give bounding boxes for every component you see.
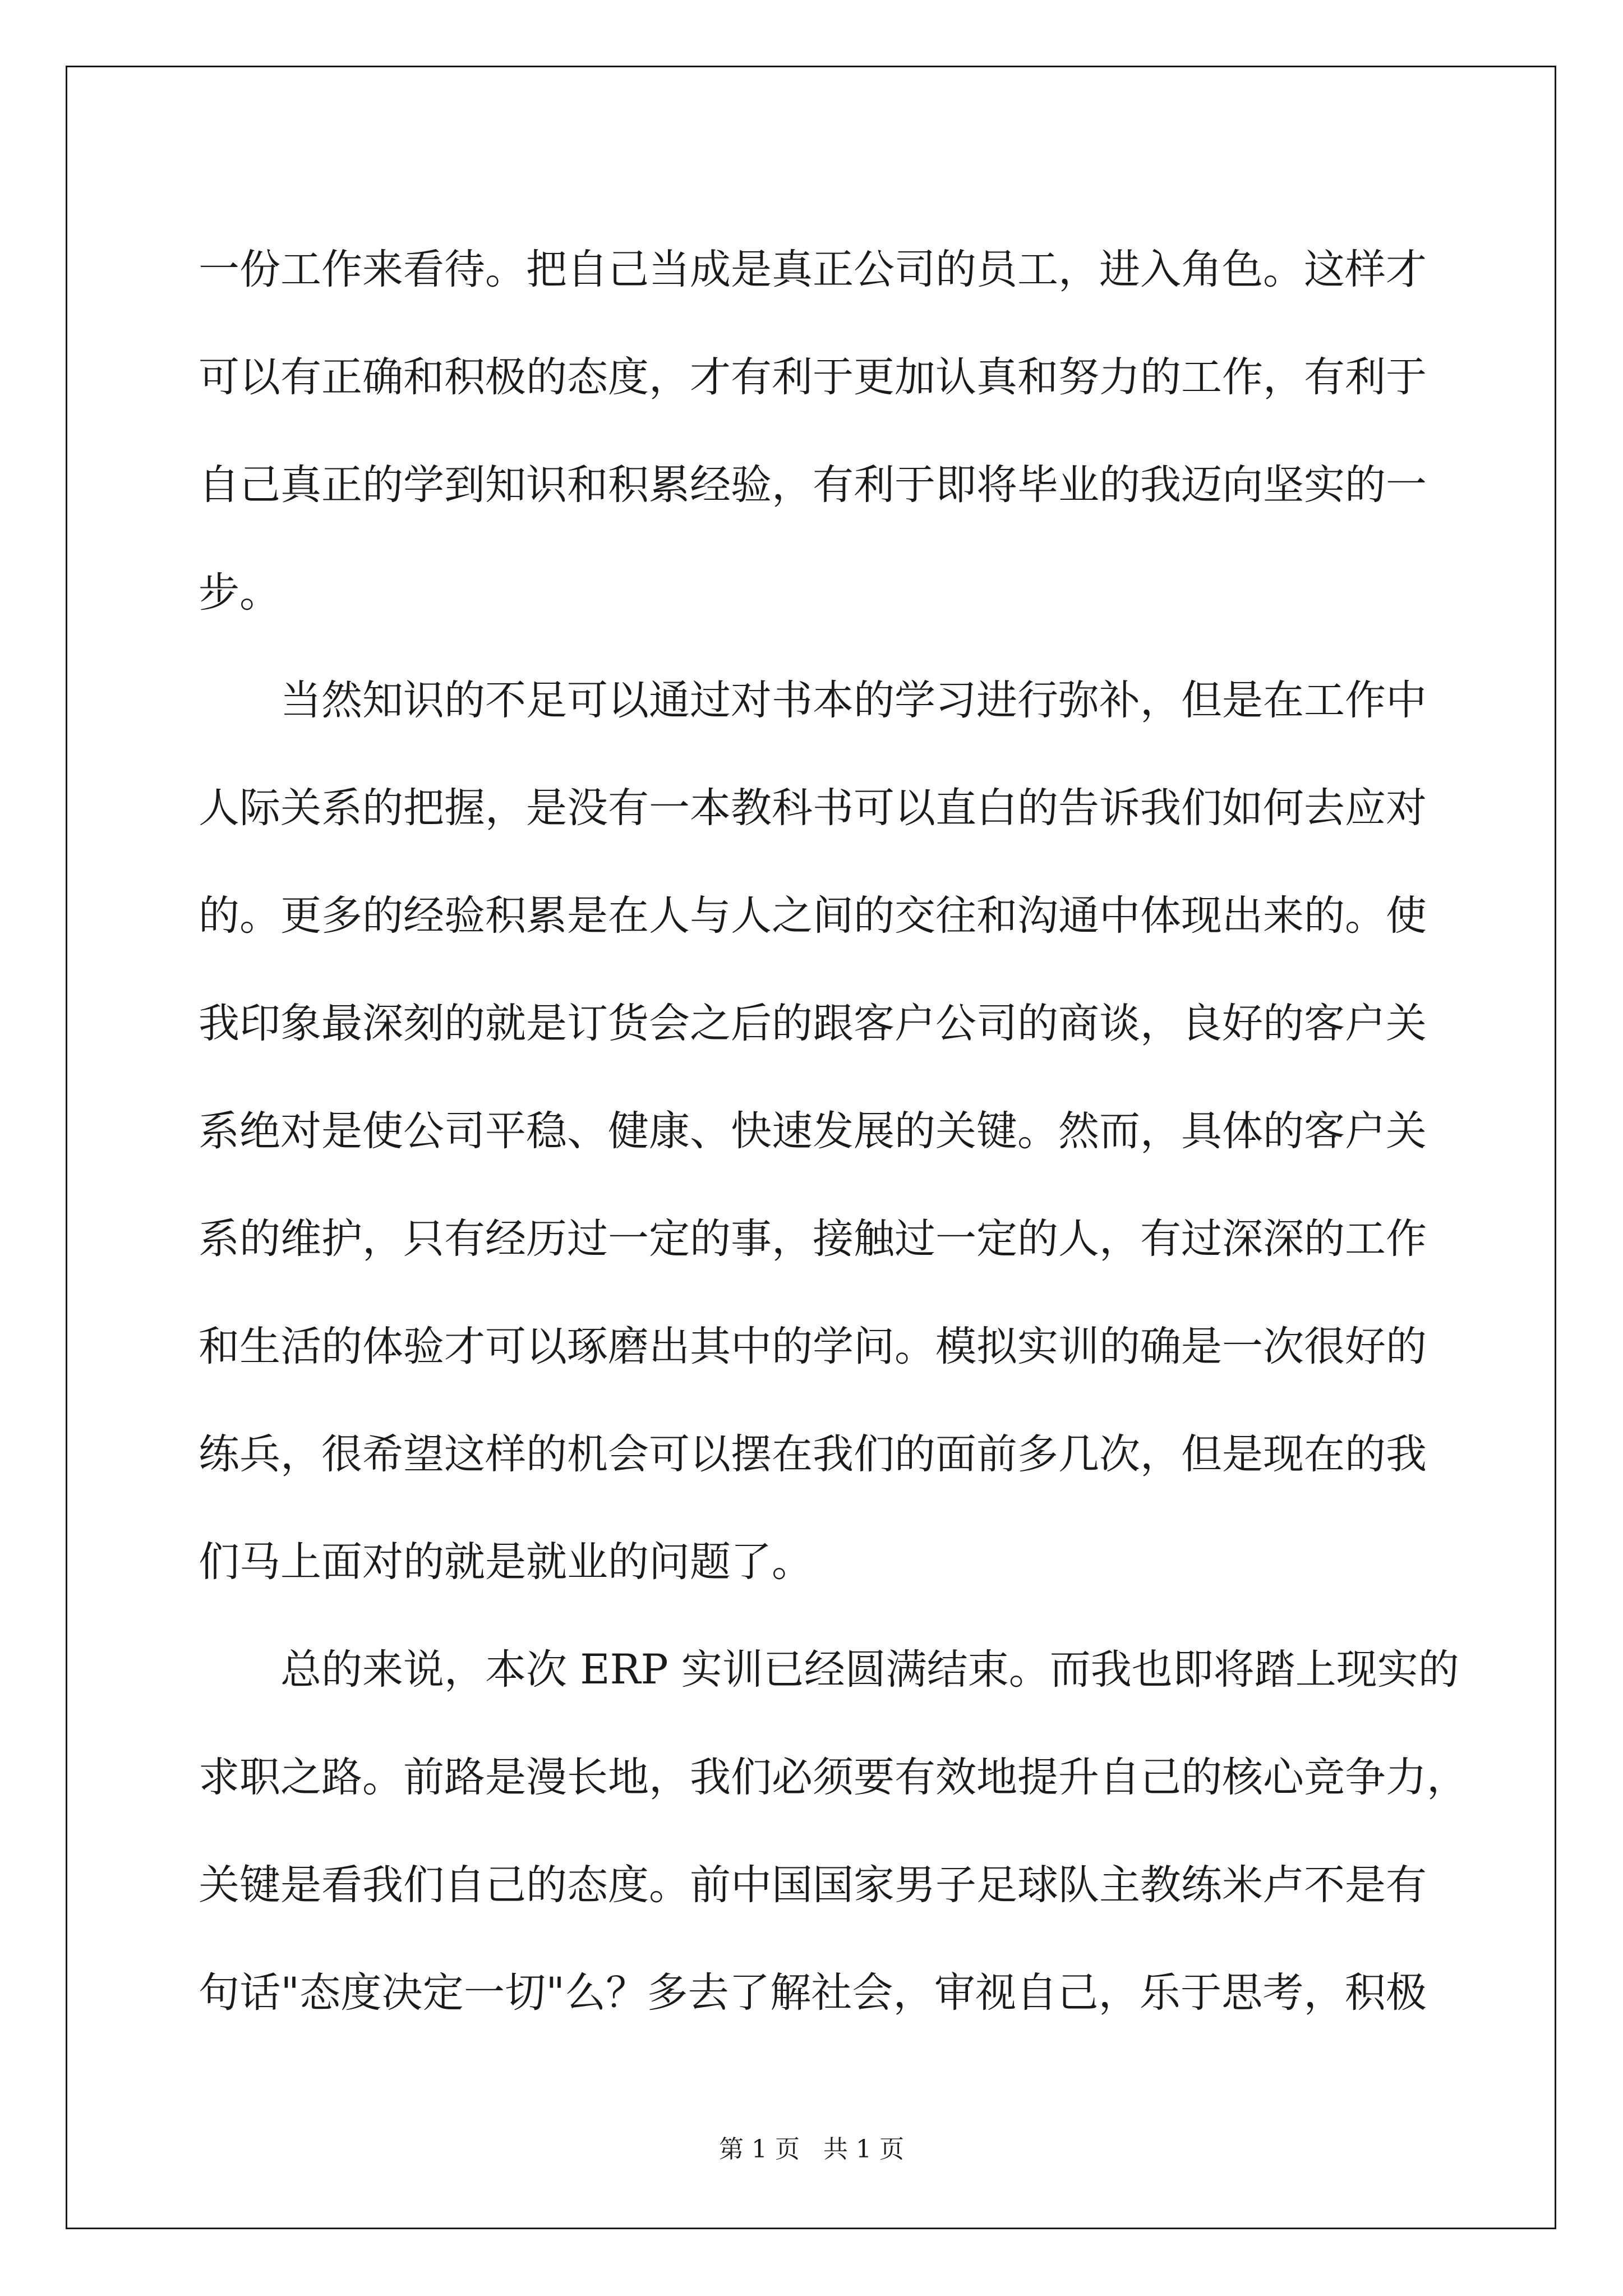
text-line: 关键是看我们自己的态度。前中国国家男子足球队主教练米卢不是有 — [199, 1861, 1427, 1909]
page-total: 共 1 页 — [823, 2135, 904, 2164]
text-line: 可以有正确和积极的态度，才有利于更加认真和努力的工作，有利于 — [199, 353, 1427, 401]
text-line: 总的来说，本次 ERP 实训已经圆满结束。而我也即将踏上现实的 — [280, 1646, 1459, 1694]
text-line: 自己真正的学到知识和积累经验，有利于即将毕业的我迈向坚实的一 — [199, 461, 1427, 509]
text-line: 求职之路。前路是漫长地，我们必须要有效地提升自己的核心竞争力， — [199, 1754, 1468, 1801]
text-line: 练兵，很希望这样的机会可以摆在我们的面前多几次，但是现在的我 — [199, 1430, 1427, 1478]
page-footer — [0, 2129, 1623, 2165]
text-line: 当然知识的不足可以通过对书本的学习进行弥补，但是在工作中 — [280, 677, 1427, 724]
text-line: 句话"态度决定一切"么？多去了解社会，审视自己，乐于思考，积极 — [199, 1969, 1427, 2017]
text-line: 的。更多的经验积累是在人与人之间的交往和沟通中体现出来的。使 — [199, 892, 1427, 940]
document-body — [199, 216, 1468, 2047]
text-line: 系绝对是使公司平稳、健康、快速发展的关键。然而，具体的客户关 — [199, 1107, 1427, 1155]
text-line: 人际关系的把握，是没有一本教科书可以直白的告诉我们如何去应对 — [199, 784, 1427, 832]
text-line: 系的维护，只有经历过一定的事，接触过一定的人，有过深深的工作 — [199, 1215, 1427, 1263]
text-line: 一份工作来看待。把自己当成是真正公司的员工，进入角色。这样才 — [199, 246, 1427, 293]
page-number: 第 1 页 — [719, 2135, 800, 2164]
text-line: 我印象最深刻的就是订货会之后的跟客户公司的商谈，良好的客户关 — [199, 1000, 1427, 1047]
text-line: 步。 — [199, 569, 280, 616]
text-line: 和生活的体验才可以琢磨出其中的学问。模拟实训的确是一次很好的 — [199, 1323, 1427, 1370]
text-line: 们马上面对的就是就业的问题了。 — [199, 1538, 813, 1586]
